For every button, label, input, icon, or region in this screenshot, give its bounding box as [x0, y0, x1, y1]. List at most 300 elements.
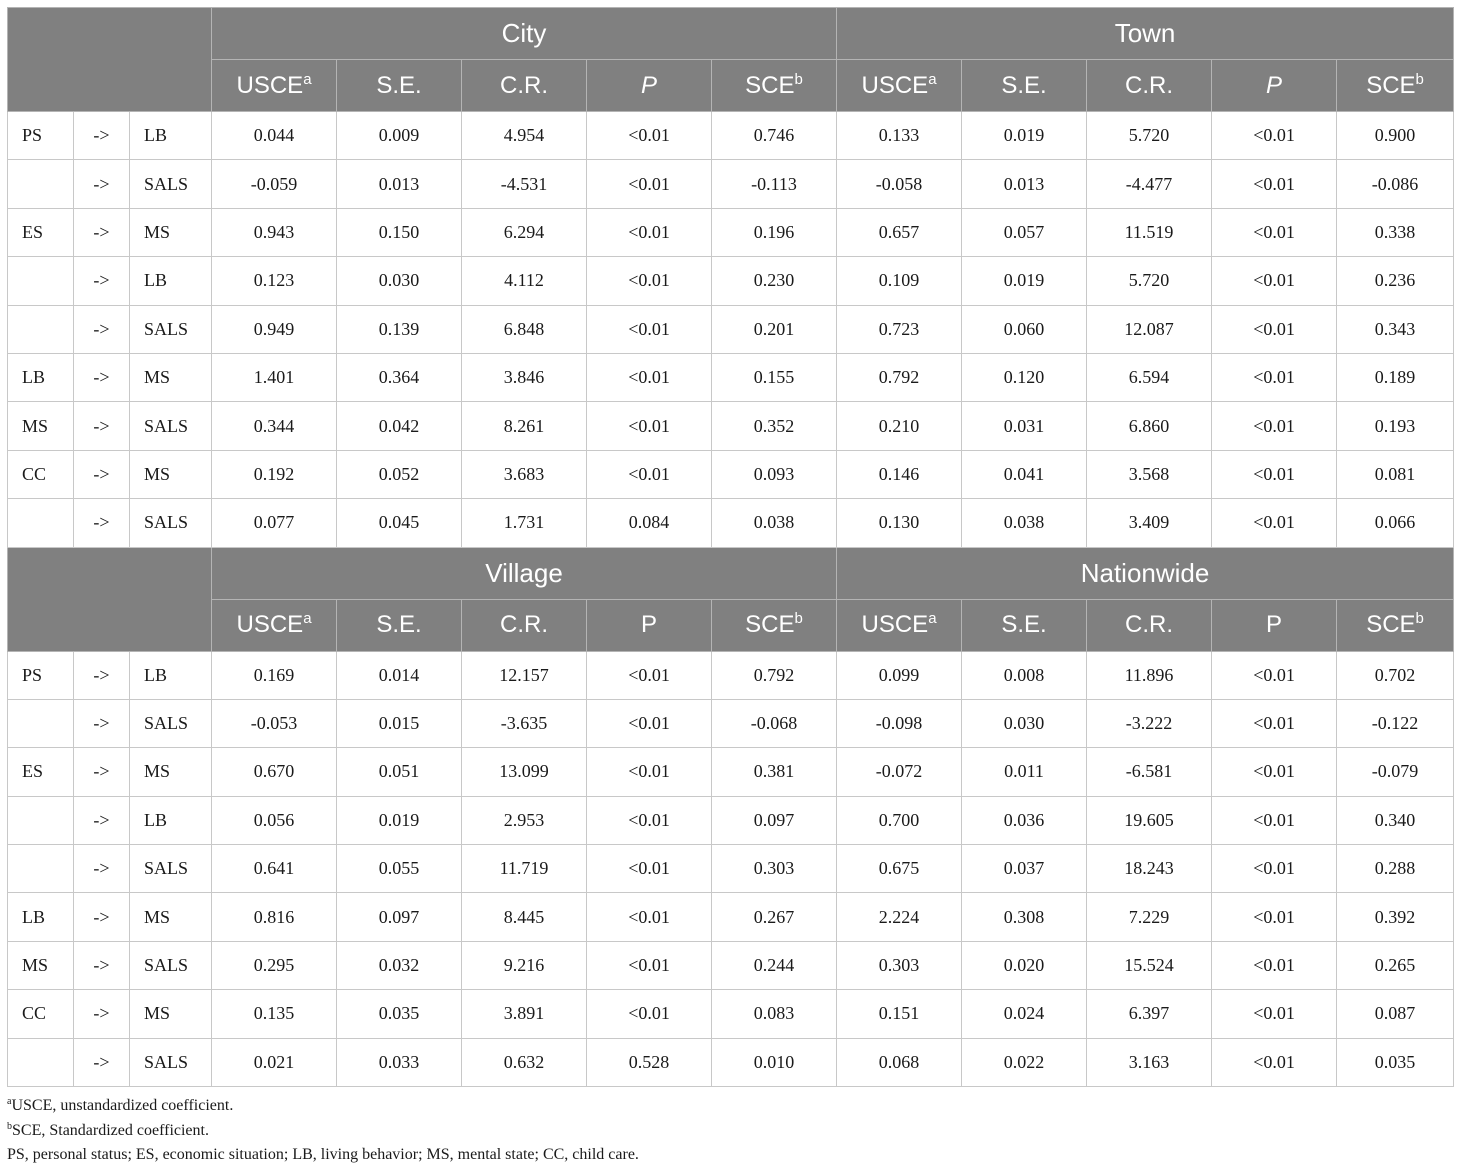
- value-cell: 0.019: [337, 796, 462, 844]
- path-target: MS: [130, 353, 212, 401]
- table-row: [8, 893, 1454, 941]
- column-header: [1337, 599, 1454, 651]
- column-header: [1212, 60, 1337, 112]
- value-cell: 4.112: [462, 257, 587, 305]
- value-cell: 0.035: [1337, 1038, 1454, 1086]
- value-cell: 0.011: [962, 748, 1087, 796]
- column-header: [1087, 60, 1212, 112]
- table-row: [8, 651, 1454, 699]
- value-cell: 0.632: [462, 1038, 587, 1086]
- value-cell: 0.130: [837, 499, 962, 547]
- column-header-label: S.E.: [1001, 611, 1047, 639]
- path-source: [8, 1038, 74, 1086]
- column-header-label: SCE: [745, 71, 795, 99]
- table-body: [8, 8, 1454, 1087]
- value-cell: <0.01: [587, 160, 712, 208]
- path-target: MS: [130, 208, 212, 256]
- value-cell: 0.900: [1337, 112, 1454, 160]
- value-cell: 0.038: [962, 499, 1087, 547]
- value-cell: 0.056: [212, 796, 337, 844]
- column-header-label: USCE: [861, 71, 929, 99]
- value-cell: 0.392: [1337, 893, 1454, 941]
- value-cell: 0.037: [962, 845, 1087, 893]
- column-header: [462, 599, 587, 651]
- column-header-label: P: [1266, 611, 1283, 639]
- column-header: [212, 60, 337, 112]
- value-cell: 3.891: [462, 990, 587, 1038]
- value-cell: 0.051: [337, 748, 462, 796]
- column-header-superscript: a: [303, 610, 312, 628]
- value-cell: 8.445: [462, 893, 587, 941]
- column-header-superscript: b: [1415, 610, 1424, 628]
- footnote-text: USCE, unstandardized coefficient.: [11, 1097, 234, 1114]
- path-target: SALS: [130, 160, 212, 208]
- table-row: [8, 112, 1454, 160]
- path-arrow: ->: [74, 651, 130, 699]
- value-cell: <0.01: [587, 353, 712, 401]
- value-cell: 0.150: [337, 208, 462, 256]
- value-cell: -0.053: [212, 699, 337, 747]
- path-arrow: ->: [74, 893, 130, 941]
- value-cell: -0.068: [712, 699, 837, 747]
- value-cell: 0.267: [712, 893, 837, 941]
- path-arrow: ->: [74, 990, 130, 1038]
- path-target: SALS: [130, 499, 212, 547]
- column-header: [962, 599, 1087, 651]
- value-cell: -0.113: [712, 160, 837, 208]
- corner-cell: [8, 8, 212, 112]
- table-row: [8, 160, 1454, 208]
- value-cell: <0.01: [1212, 699, 1337, 747]
- value-cell: 0.044: [212, 112, 337, 160]
- column-header-label: P: [641, 71, 658, 99]
- value-cell: 4.954: [462, 112, 587, 160]
- path-source: CC: [8, 990, 74, 1038]
- value-cell: 0.641: [212, 845, 337, 893]
- value-cell: 12.087: [1087, 305, 1212, 353]
- value-cell: <0.01: [1212, 305, 1337, 353]
- path-arrow: ->: [74, 845, 130, 893]
- path-target: LB: [130, 112, 212, 160]
- value-cell: 12.157: [462, 651, 587, 699]
- value-cell: <0.01: [587, 257, 712, 305]
- value-cell: 0.123: [212, 257, 337, 305]
- value-cell: 0.528: [587, 1038, 712, 1086]
- value-cell: 0.087: [1337, 990, 1454, 1038]
- path-target: LB: [130, 796, 212, 844]
- value-cell: 3.846: [462, 353, 587, 401]
- table-row: [8, 990, 1454, 1038]
- footnote-line: [7, 1143, 639, 1168]
- value-cell: 5.720: [1087, 112, 1212, 160]
- column-header-superscript: b: [794, 610, 803, 628]
- value-cell: <0.01: [1212, 208, 1337, 256]
- table-row: [8, 845, 1454, 893]
- column-header: [1087, 599, 1212, 651]
- value-cell: <0.01: [587, 941, 712, 989]
- column-header-label: C.R.: [1125, 611, 1174, 639]
- value-cell: 3.409: [1087, 499, 1212, 547]
- path-source: LB: [8, 353, 74, 401]
- path-target: MS: [130, 450, 212, 498]
- value-cell: 0.099: [837, 651, 962, 699]
- value-cell: <0.01: [1212, 160, 1337, 208]
- value-cell: 0.303: [712, 845, 837, 893]
- footnote-line: [7, 1119, 639, 1144]
- column-header-label: SCE: [1366, 71, 1416, 99]
- column-header-label: P: [641, 611, 658, 639]
- value-cell: 0.193: [1337, 402, 1454, 450]
- value-cell: <0.01: [587, 651, 712, 699]
- value-cell: <0.01: [1212, 796, 1337, 844]
- value-cell: 0.013: [962, 160, 1087, 208]
- value-cell: 0.060: [962, 305, 1087, 353]
- value-cell: 0.816: [212, 893, 337, 941]
- value-cell: 0.057: [962, 208, 1087, 256]
- value-cell: 0.033: [337, 1038, 462, 1086]
- value-cell: 0.066: [1337, 499, 1454, 547]
- results-table: [7, 7, 1454, 1087]
- value-cell: 0.343: [1337, 305, 1454, 353]
- value-cell: 0.295: [212, 941, 337, 989]
- path-source: [8, 257, 74, 305]
- value-cell: 0.244: [712, 941, 837, 989]
- column-header: [837, 599, 962, 651]
- path-target: MS: [130, 990, 212, 1038]
- path-target: SALS: [130, 845, 212, 893]
- column-header-label: S.E.: [1001, 71, 1047, 99]
- table-row: [8, 402, 1454, 450]
- value-cell: 0.038: [712, 499, 837, 547]
- value-cell: 0.151: [837, 990, 962, 1038]
- value-cell: 0.081: [1337, 450, 1454, 498]
- value-cell: 0.019: [962, 257, 1087, 305]
- path-source: LB: [8, 893, 74, 941]
- path-source: [8, 160, 74, 208]
- value-cell: <0.01: [1212, 353, 1337, 401]
- value-cell: 0.077: [212, 499, 337, 547]
- value-cell: 0.019: [962, 112, 1087, 160]
- value-cell: 1.731: [462, 499, 587, 547]
- value-cell: 0.155: [712, 353, 837, 401]
- footnote-marker: b: [7, 1120, 12, 1132]
- value-cell: 0.009: [337, 112, 462, 160]
- value-cell: 0.055: [337, 845, 462, 893]
- value-cell: -0.059: [212, 160, 337, 208]
- value-cell: 15.524: [1087, 941, 1212, 989]
- path-source: ES: [8, 208, 74, 256]
- value-cell: 19.605: [1087, 796, 1212, 844]
- value-cell: 11.896: [1087, 651, 1212, 699]
- value-cell: 9.216: [462, 941, 587, 989]
- group-header: Village: [212, 547, 837, 599]
- path-arrow: ->: [74, 160, 130, 208]
- value-cell: 0.169: [212, 651, 337, 699]
- column-header: [1212, 599, 1337, 651]
- table-row: [8, 748, 1454, 796]
- path-target: LB: [130, 257, 212, 305]
- value-cell: 0.135: [212, 990, 337, 1038]
- value-cell: 0.192: [212, 450, 337, 498]
- table-row: [8, 208, 1454, 256]
- value-cell: <0.01: [1212, 1038, 1337, 1086]
- value-cell: <0.01: [1212, 748, 1337, 796]
- path-arrow: ->: [74, 699, 130, 747]
- value-cell: <0.01: [587, 305, 712, 353]
- value-cell: 0.670: [212, 748, 337, 796]
- column-header: [587, 60, 712, 112]
- value-cell: 0.083: [712, 990, 837, 1038]
- value-cell: 6.397: [1087, 990, 1212, 1038]
- value-cell: 6.848: [462, 305, 587, 353]
- value-cell: <0.01: [587, 112, 712, 160]
- value-cell: <0.01: [1212, 990, 1337, 1038]
- table-row: [8, 796, 1454, 844]
- value-cell: 0.702: [1337, 651, 1454, 699]
- column-header-label: C.R.: [500, 71, 549, 99]
- value-cell: -4.531: [462, 160, 587, 208]
- path-source: ES: [8, 748, 74, 796]
- path-arrow: ->: [74, 353, 130, 401]
- value-cell: 11.719: [462, 845, 587, 893]
- value-cell: -0.122: [1337, 699, 1454, 747]
- value-cell: -6.581: [1087, 748, 1212, 796]
- table-row: [8, 450, 1454, 498]
- value-cell: 0.288: [1337, 845, 1454, 893]
- value-cell: 3.568: [1087, 450, 1212, 498]
- value-cell: 0.265: [1337, 941, 1454, 989]
- value-cell: 0.236: [1337, 257, 1454, 305]
- value-cell: 2.224: [837, 893, 962, 941]
- value-cell: 0.014: [337, 651, 462, 699]
- value-cell: <0.01: [1212, 257, 1337, 305]
- value-cell: -0.072: [837, 748, 962, 796]
- path-arrow: ->: [74, 499, 130, 547]
- value-cell: <0.01: [587, 450, 712, 498]
- value-cell: 18.243: [1087, 845, 1212, 893]
- value-cell: 0.700: [837, 796, 962, 844]
- path-target: SALS: [130, 305, 212, 353]
- value-cell: 11.519: [1087, 208, 1212, 256]
- group-header-row: [8, 8, 1454, 60]
- value-cell: 0.109: [837, 257, 962, 305]
- path-source: PS: [8, 651, 74, 699]
- path-arrow: ->: [74, 1038, 130, 1086]
- value-cell: 0.093: [712, 450, 837, 498]
- value-cell: 0.364: [337, 353, 462, 401]
- footnote-text: PS, personal status; ES, economic situation; LB, living behavior; MS, mental state; CC, child care.: [7, 1146, 639, 1163]
- column-header: [212, 599, 337, 651]
- value-cell: 0.030: [337, 257, 462, 305]
- path-target: SALS: [130, 941, 212, 989]
- value-cell: -0.086: [1337, 160, 1454, 208]
- group-header: Town: [837, 8, 1454, 60]
- column-header: [337, 599, 462, 651]
- column-header-row: [8, 599, 1454, 651]
- path-arrow: ->: [74, 450, 130, 498]
- value-cell: -0.079: [1337, 748, 1454, 796]
- path-source: [8, 699, 74, 747]
- column-header-label: P: [1266, 71, 1283, 99]
- value-cell: 6.860: [1087, 402, 1212, 450]
- value-cell: <0.01: [587, 208, 712, 256]
- value-cell: 0.210: [837, 402, 962, 450]
- value-cell: 6.594: [1087, 353, 1212, 401]
- column-header-label: S.E.: [376, 71, 422, 99]
- column-header-label: SCE: [1366, 611, 1416, 639]
- value-cell: 0.024: [962, 990, 1087, 1038]
- value-cell: 0.097: [337, 893, 462, 941]
- column-header: [712, 599, 837, 651]
- path-arrow: ->: [74, 748, 130, 796]
- value-cell: <0.01: [587, 893, 712, 941]
- value-cell: 2.953: [462, 796, 587, 844]
- path-source: [8, 305, 74, 353]
- table-row: [8, 305, 1454, 353]
- column-header-label: USCE: [236, 71, 304, 99]
- value-cell: <0.01: [587, 796, 712, 844]
- path-arrow: ->: [74, 305, 130, 353]
- column-header-superscript: b: [794, 70, 803, 88]
- group-header-row: [8, 547, 1454, 599]
- group-header: City: [212, 8, 837, 60]
- path-arrow: ->: [74, 257, 130, 305]
- path-source: MS: [8, 402, 74, 450]
- column-header: [1337, 60, 1454, 112]
- value-cell: -4.477: [1087, 160, 1212, 208]
- value-cell: 0.042: [337, 402, 462, 450]
- value-cell: 0.196: [712, 208, 837, 256]
- value-cell: 0.045: [337, 499, 462, 547]
- value-cell: 0.381: [712, 748, 837, 796]
- value-cell: 0.230: [712, 257, 837, 305]
- value-cell: 0.338: [1337, 208, 1454, 256]
- path-target: SALS: [130, 402, 212, 450]
- column-header: [962, 60, 1087, 112]
- value-cell: 0.035: [337, 990, 462, 1038]
- path-source: PS: [8, 112, 74, 160]
- value-cell: <0.01: [587, 748, 712, 796]
- column-header-label: S.E.: [376, 611, 422, 639]
- value-cell: 0.015: [337, 699, 462, 747]
- table-row: [8, 499, 1454, 547]
- value-cell: -0.058: [837, 160, 962, 208]
- value-cell: 0.022: [962, 1038, 1087, 1086]
- table-row: [8, 941, 1454, 989]
- value-cell: 0.084: [587, 499, 712, 547]
- value-cell: 8.261: [462, 402, 587, 450]
- value-cell: <0.01: [1212, 402, 1337, 450]
- corner-cell: [8, 547, 212, 651]
- value-cell: 0.021: [212, 1038, 337, 1086]
- value-cell: 0.032: [337, 941, 462, 989]
- value-cell: 0.097: [712, 796, 837, 844]
- value-cell: 0.352: [712, 402, 837, 450]
- path-source: MS: [8, 941, 74, 989]
- column-header-superscript: a: [928, 70, 937, 88]
- table-row: [8, 699, 1454, 747]
- column-header-label: USCE: [236, 611, 304, 639]
- value-cell: 13.099: [462, 748, 587, 796]
- path-source: CC: [8, 450, 74, 498]
- path-target: LB: [130, 651, 212, 699]
- value-cell: 0.949: [212, 305, 337, 353]
- path-arrow: ->: [74, 208, 130, 256]
- value-cell: 0.120: [962, 353, 1087, 401]
- group-header: Nationwide: [837, 547, 1454, 599]
- value-cell: 3.163: [1087, 1038, 1212, 1086]
- value-cell: 0.139: [337, 305, 462, 353]
- column-header-label: SCE: [745, 611, 795, 639]
- value-cell: 0.943: [212, 208, 337, 256]
- path-source: [8, 499, 74, 547]
- value-cell: <0.01: [587, 990, 712, 1038]
- value-cell: 3.683: [462, 450, 587, 498]
- value-cell: 0.036: [962, 796, 1087, 844]
- footnote-line: [7, 1094, 639, 1119]
- value-cell: 0.675: [837, 845, 962, 893]
- value-cell: 0.031: [962, 402, 1087, 450]
- value-cell: 0.340: [1337, 796, 1454, 844]
- table-row: [8, 1038, 1454, 1086]
- value-cell: <0.01: [1212, 845, 1337, 893]
- value-cell: 7.229: [1087, 893, 1212, 941]
- value-cell: <0.01: [587, 402, 712, 450]
- value-cell: 0.792: [712, 651, 837, 699]
- value-cell: 0.013: [337, 160, 462, 208]
- footnote-text: SCE, Standardized coefficient.: [12, 1121, 209, 1139]
- value-cell: <0.01: [1212, 499, 1337, 547]
- value-cell: <0.01: [1212, 893, 1337, 941]
- value-cell: <0.01: [587, 699, 712, 747]
- value-cell: <0.01: [587, 845, 712, 893]
- value-cell: 0.792: [837, 353, 962, 401]
- value-cell: 0.189: [1337, 353, 1454, 401]
- value-cell: 6.294: [462, 208, 587, 256]
- path-source: [8, 796, 74, 844]
- value-cell: 0.201: [712, 305, 837, 353]
- column-header-row: [8, 60, 1454, 112]
- value-cell: 0.008: [962, 651, 1087, 699]
- value-cell: 0.041: [962, 450, 1087, 498]
- value-cell: 0.746: [712, 112, 837, 160]
- value-cell: 0.303: [837, 941, 962, 989]
- column-header-label: C.R.: [500, 611, 549, 639]
- value-cell: 0.308: [962, 893, 1087, 941]
- value-cell: <0.01: [1212, 651, 1337, 699]
- column-header-label: C.R.: [1125, 71, 1174, 99]
- value-cell: <0.01: [1212, 941, 1337, 989]
- footnotes: [7, 1094, 639, 1168]
- path-target: MS: [130, 893, 212, 941]
- column-header-superscript: a: [928, 610, 937, 628]
- value-cell: 0.052: [337, 450, 462, 498]
- value-cell: -0.098: [837, 699, 962, 747]
- value-cell: -3.222: [1087, 699, 1212, 747]
- path-target: SALS: [130, 699, 212, 747]
- column-header: [462, 60, 587, 112]
- column-header-superscript: a: [303, 70, 312, 88]
- value-cell: 0.030: [962, 699, 1087, 747]
- value-cell: 0.723: [837, 305, 962, 353]
- column-header: [837, 60, 962, 112]
- value-cell: 0.010: [712, 1038, 837, 1086]
- value-cell: 0.146: [837, 450, 962, 498]
- footnote-marker: a: [7, 1096, 12, 1107]
- table-row: [8, 257, 1454, 305]
- value-cell: 1.401: [212, 353, 337, 401]
- value-cell: 0.020: [962, 941, 1087, 989]
